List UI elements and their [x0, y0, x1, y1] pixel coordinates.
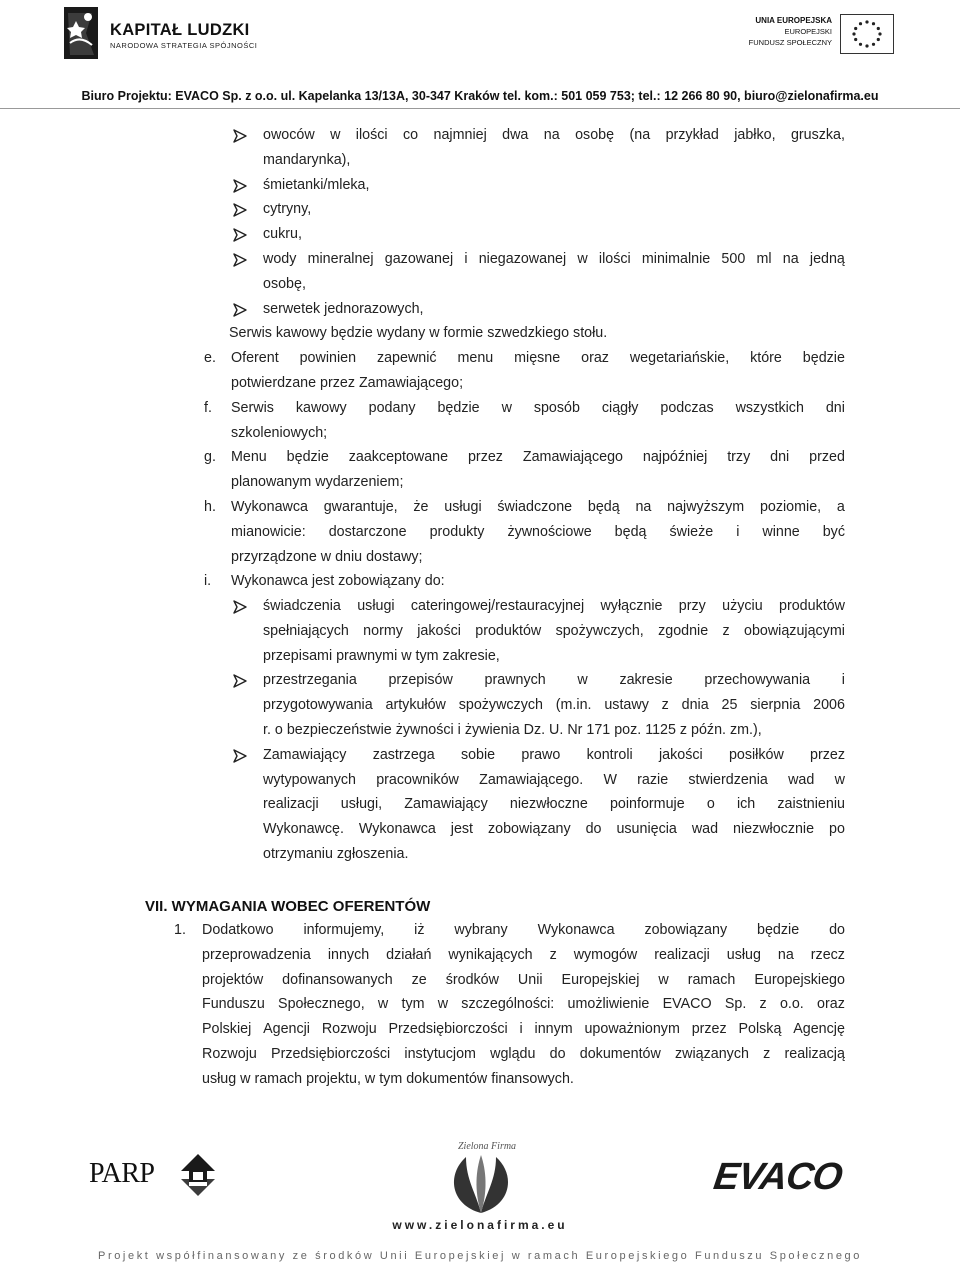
item-text: szkoleniowych;: [231, 424, 328, 441]
item-text: Serwis kawowy podany będzie w sposób ciągły podczas wszystkich dni: [231, 399, 845, 416]
arrow-bullet-icon: [233, 228, 247, 242]
section-paragraph-line: przeprowadzenia innych działań wynikających z wymogów realizacji usług na rzecz: [202, 946, 845, 963]
list-item-text: świadczenia usługi cateringowej/restauracyjnej wyłącznie przy użyciu produktów: [263, 598, 845, 614]
item-text: Menu będzie zaakceptowane przez Zamawiającego najpóźniej trzy dni przed: [231, 449, 845, 466]
list-item-text: realizacji usługi, Zamawiający niezwłoczne poinformuje o ich zaistnieniu: [263, 796, 845, 813]
project-office-address: Biuro Projektu: EVACO Sp. z o.o. ul. Kapelanka 13/13A, 30-347 Kraków tel. kom.: 501 059 753; tel.: 12 266 80 90, biuro@zielonafirma.eu: [81, 89, 879, 103]
item-text: przyrządzone w dniu dostawy;: [231, 548, 423, 565]
arrow-bullet-icon: [233, 674, 247, 688]
item-letter: f.: [204, 399, 212, 416]
item-text: Wykonawca jest zobowiązany do:: [231, 573, 445, 590]
list-item-text: Zamawiający zastrzega sobie prawo kontroli jakości posiłków przez: [263, 746, 845, 763]
item-text: potwierdzane przez Zamawiającego;: [231, 375, 464, 391]
section-paragraph-line: Dodatkowo informujemy, iż wybrany Wykonawca zobowiązany będzie do: [202, 922, 845, 938]
list-item-text: spełniających normy jakości produktów spożywczych, zgodnie z obowiązującymi: [263, 622, 845, 639]
list-item-text: serwetek jednorazowych,: [263, 300, 424, 317]
list-item-text: cukru,: [263, 226, 302, 243]
item-letter: e.: [204, 350, 216, 367]
left-logo-subtitle: NARODOWA STRATEGIA SPÓJNOŚCI: [110, 41, 258, 50]
section-paragraph-line: Polskiej Agencji Rozwoju Przedsiębiorczości i innym upoważnionym przez Polską Agencję: [202, 1021, 845, 1038]
arrow-bullet-icon: [233, 600, 247, 614]
zielona-firma-logo-icon: [436, 1135, 526, 1220]
list-item-text: Wykonawcę. Wykonawca jest zobowiązany do usunięcia wad niezwłocznie po: [263, 821, 845, 838]
arrow-bullet-icon: [233, 203, 247, 217]
evaco-logo: EVACO: [711, 1156, 845, 1198]
list-item-text: cytryny,: [263, 201, 312, 218]
list-item-text: owoców w ilości co najmniej dwa na osobę (na przykład jabłko, gruszka,: [263, 127, 845, 143]
zielona-firma-logo-text: Zielona Firma: [458, 1141, 517, 1152]
item-text: planowanym wydarzeniem;: [231, 474, 404, 491]
arrow-bullet-icon: [233, 253, 247, 267]
list-item-text: otrzymaniu zgłoszenia.: [263, 846, 409, 862]
section-paragraph-line: Rozwoju Przedsiębiorczości instytucjom wglądu do dokumentów związanych z realizacją: [202, 1046, 845, 1062]
section-paragraph-line: Funduszu Społecznego, w tym w szczególności: umożliwienie EVACO Sp. z o.o. oraz: [202, 996, 845, 1013]
arrow-bullet-icon: [233, 129, 247, 143]
kapital-ludzki-logo: [58, 3, 258, 61]
left-logo-title: KAPITAŁ LUDZKI: [110, 21, 250, 39]
eu-logo: [740, 14, 900, 60]
list-item-text: przygotowywania artykułów spożywczych (m.in. ustawy z dnia 25 sierpnia 2006: [263, 697, 845, 714]
item-text: mianowicie: dostarczone produkty żywnościowe będą świeże i winne być: [231, 523, 845, 540]
arrow-bullet-icon: [233, 303, 247, 317]
section-item-number: 1.: [174, 922, 186, 938]
section-heading: VII. WYMAGANIA WOBEC OFERENTÓW: [145, 898, 431, 915]
item-text: Wykonawca gwarantuje, że usługi świadczone będą na najwyższym poziomie, a: [231, 499, 845, 515]
item-letter: h.: [204, 499, 216, 515]
eu-line-3: FUNDUSZ SPOŁECZNY: [748, 38, 832, 47]
list-item-text: przestrzegania przepisów prawnych w zakresie przechowywania i: [263, 672, 845, 689]
header-divider: [0, 108, 960, 109]
list-item-text: przepisami prawnymi w tym zakresie,: [263, 647, 500, 664]
serwis-note: Serwis kawowy będzie wydany w formie szwedzkiego stołu.: [229, 325, 608, 342]
eu-flag-icon: [840, 14, 894, 54]
zielona-firma-url: www.zielonafirma.eu: [392, 1218, 568, 1232]
parp-arrows-icon: [179, 1152, 217, 1198]
list-item-text: wytypowanych pracowników Zamawiającego. W razie stwierdzenia wad w: [263, 771, 845, 788]
item-letter: i.: [204, 573, 212, 590]
parp-logo: [89, 1152, 219, 1202]
arrow-bullet-icon: [233, 749, 247, 763]
list-item-text: r. o bezpieczeństwie żywności i żywienia Dz. U. Nr 171 poz. 1125 z późn. zm.),: [263, 722, 762, 738]
item-text: Oferent powinien zapewnić menu mięsne oraz wegetariańskie, które będzie: [231, 350, 845, 367]
section-paragraph-line: usług w ramach projektu, w tym dokumentów finansowych.: [202, 1070, 574, 1087]
eu-line-2: EUROPEJSKI: [784, 27, 832, 36]
list-item-text: wody mineralnej gazowanej i niegazowanej w ilości minimalnie 500 ml na jedną: [263, 251, 845, 267]
kapital-ludzki-mark-icon: [58, 3, 104, 59]
section-paragraph-line: projektów dofinansowanych ze środków Unii Europejskiej w ramach Europejskiego: [202, 971, 845, 988]
arrow-bullet-icon: [233, 179, 247, 193]
list-item-text: osobę,: [263, 275, 306, 292]
cofinance-note: Projekt współfinansowany ze środków Unii Europejskiej w ramach Europejskiego Funduszu Społecznego: [98, 1250, 862, 1262]
parp-logo-text: PARP: [89, 1158, 155, 1189]
eu-line-1: UNIA EUROPEJSKA: [755, 16, 832, 25]
list-item-text: mandarynka),: [263, 151, 351, 168]
list-item-text: śmietanki/mleka,: [263, 176, 370, 193]
item-letter: g.: [204, 449, 216, 466]
